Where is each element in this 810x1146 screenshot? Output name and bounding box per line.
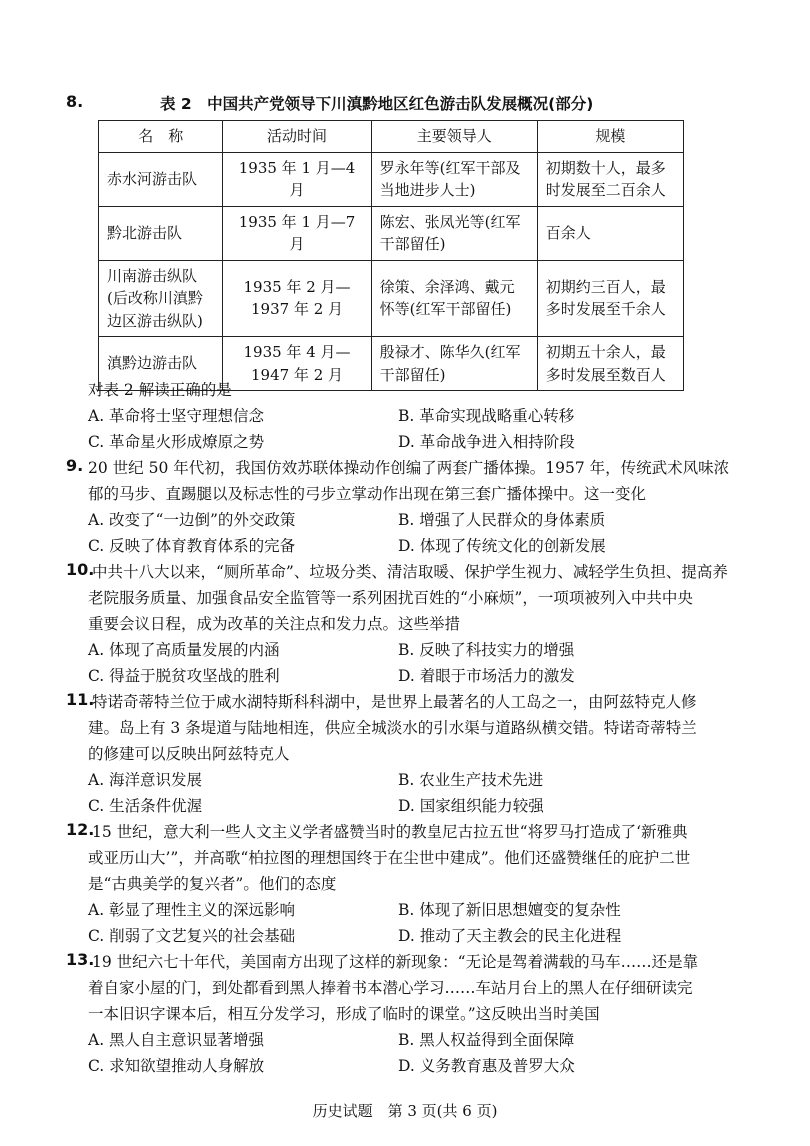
question-text-line: 特诺奇蒂特兰位于咸水湖特斯科科湖中，是世界上最著名的人工岛之一，由阿兹特克人修 <box>92 693 697 711</box>
question-text-line: 一本旧识字课本后，相互分发学习，形成了临时的课堂。”这反映出当时美国 <box>88 1005 600 1023</box>
table-row <box>99 260 684 337</box>
table-cell: 1935 年 2 月—1937 年 2 月 <box>223 260 371 337</box>
question-text-line: 的修建可以反映出阿兹特克人 <box>88 745 290 763</box>
question-text-line: 建。岛上有 3 条堤道与陆地相连，供应全城淡水的引水渠与道路纵横交错。特诺奇蒂特兰 <box>88 719 697 737</box>
question-number: 9. <box>66 456 84 475</box>
option-b[interactable]: B. 革命实现战略重心转移 <box>398 407 575 425</box>
table-cell: 赤水河游击队 <box>99 152 223 206</box>
option-a[interactable]: A. 改变了“一边倒”的外交政策 <box>88 511 296 529</box>
option-c[interactable]: C. 反映了体育教育体系的完备 <box>88 537 296 555</box>
option-b[interactable]: B. 体现了新旧思想嬗变的复杂性 <box>398 901 621 919</box>
option-a[interactable]: A. 海洋意识发展 <box>88 771 203 789</box>
question-text-line: 19 世纪六七十年代，美国南方出现了这样的新现象：“无论是驾着满载的马车……还是靠 <box>92 953 699 971</box>
table-header-row <box>99 121 684 153</box>
option-b[interactable]: B. 反映了科技实力的增强 <box>398 641 575 659</box>
table-header-cell: 规模 <box>537 121 683 153</box>
option-c[interactable]: C. 生活条件优渥 <box>88 797 203 815</box>
table-cell: 初期五十余人，最多时发展至数百人 <box>537 337 683 391</box>
option-c[interactable]: C. 削弱了文艺复兴的社会基础 <box>88 927 296 945</box>
option-d[interactable]: D. 义务教育惠及普罗大众 <box>398 1057 575 1075</box>
question-text-line: 20 世纪 50 年代初，我国仿效苏联体操动作创编了两套广播体操。1957 年，传统武术风味浓 <box>88 459 730 477</box>
option-d[interactable]: D. 革命战争进入相持阶段 <box>398 433 575 451</box>
option-a[interactable]: A. 革命将士坚守理想信念 <box>88 407 265 425</box>
table-cell: 陈宏、张凤光等(红军干部留任) <box>371 206 537 260</box>
question-number: 12. <box>66 820 95 839</box>
question-stem: 对表 2 解读正确的是 <box>88 381 232 399</box>
question-text-line: 15 世纪，意大利一些人文主义学者盛赞当时的教皇尼古拉五世“将罗马打造成了‘新雅典 <box>92 823 688 841</box>
table-row <box>99 206 684 260</box>
option-d[interactable]: D. 国家组织能力较强 <box>398 797 544 815</box>
table-cell: 1935 年 1 月—7 月 <box>223 206 371 260</box>
table-cell: 黔北游击队 <box>99 206 223 260</box>
option-d[interactable]: D. 推动了天主教会的民主化进程 <box>398 927 622 945</box>
option-a[interactable]: A. 彰显了理性主义的深远影响 <box>88 901 296 919</box>
option-a[interactable]: A. 黑人自主意识显著增强 <box>88 1031 265 1049</box>
table-cell: 川南游击纵队(后改称川滇黔边区游击纵队) <box>99 260 223 337</box>
question-text-line: 重要会议日程，成为改革的关注点和发力点。这些举措 <box>88 615 461 633</box>
table-cell: 殷禄才、陈华久(红军干部留任) <box>371 337 537 391</box>
table-cell: 1935 年 1 月—4 月 <box>223 152 371 206</box>
table-header-cell: 名 称 <box>99 121 223 153</box>
question-text-line: 或亚历山大’”，并高歌“柏拉图的理想国终于在尘世中建成”。他们还盛赞继任的庇护二世 <box>88 849 691 867</box>
table-row <box>99 152 684 206</box>
table-header-cell: 主要领导人 <box>371 121 537 153</box>
table-cell: 滇黔边游击队 <box>99 337 223 391</box>
table-cell: 初期约三百人，最多时发展至千余人 <box>537 260 683 337</box>
table-cell: 罗永年等(红军干部及当地进步人士) <box>371 152 537 206</box>
question-text-line: 老院服务质量、加强食品安全监管等一系列困扰百姓的“小麻烦”，一项项被列入中共中央 <box>88 589 693 607</box>
table-cell: 徐策、余泽鸿、戴元怀等(红军干部留任) <box>371 260 537 337</box>
table-cell: 百余人 <box>537 206 683 260</box>
question-text-line: 郁的马步、直踢腿以及标志性的弓步立掌动作出现在第三套广播体操中。这一变化 <box>88 485 647 503</box>
question-text-line: 中共十八大以来，“厕所革命”、垃圾分类、清洁取暖、保护学生视力、减轻学生负担、提高养 <box>92 563 728 581</box>
table-header-cell: 活动时间 <box>223 121 371 153</box>
table-cell: 初期数十人，最多时发展至二百余人 <box>537 152 683 206</box>
question-text-line: 着自家小屋的门，到处都看到黑人捧着书本潜心学习……车站月台上的黑人在仔细研读完 <box>88 979 693 997</box>
question-number: 10. <box>66 560 95 579</box>
option-d[interactable]: D. 着眼于市场活力的激发 <box>398 667 575 685</box>
option-c[interactable]: C. 得益于脱贫攻坚战的胜利 <box>88 667 280 685</box>
option-b[interactable]: B. 黑人权益得到全面保障 <box>398 1031 575 1049</box>
question-number: 13. <box>66 950 95 969</box>
page-footer: 历史试题 第 3 页(共 6 页) <box>312 1102 498 1120</box>
option-c[interactable]: C. 革命星火形成燎原之势 <box>88 433 265 451</box>
option-b[interactable]: B. 农业生产技术先进 <box>398 771 544 789</box>
table-cell: 1935 年 4 月—1947 年 2 月 <box>223 337 371 391</box>
question-number: 11. <box>66 690 95 709</box>
option-d[interactable]: D. 体现了传统文化的创新发展 <box>398 537 606 555</box>
option-a[interactable]: A. 体现了高质量发展的内涵 <box>88 641 280 659</box>
option-c[interactable]: C. 求知欲望推动人身解放 <box>88 1057 265 1075</box>
question-text-line: 是“古典美学的复兴者”。他们的态度 <box>88 875 337 893</box>
question-number: 8. <box>66 92 84 111</box>
table-caption: 表 2 中国共产党领导下川滇黔地区红色游击队发展概况(部分) <box>160 95 594 113</box>
option-b[interactable]: B. 增强了人民群众的身体素质 <box>398 511 606 529</box>
guerrilla-table <box>98 120 684 391</box>
